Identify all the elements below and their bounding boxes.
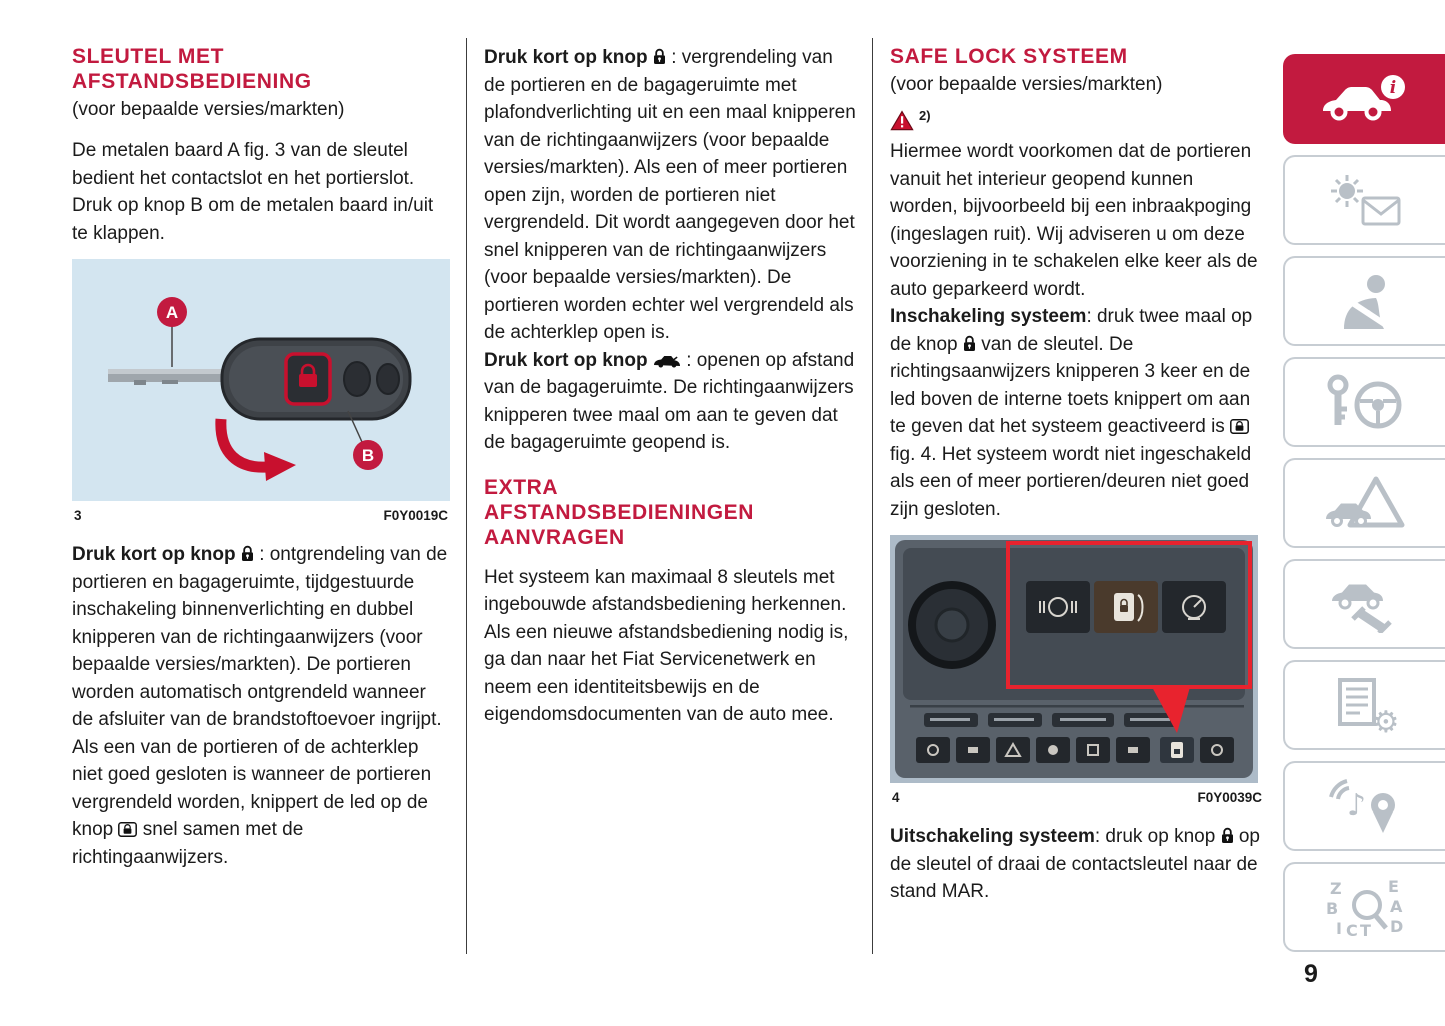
paragraph-disable-system [890, 823, 1264, 906]
lock-button-icon [963, 335, 976, 352]
svg-text:A: A [165, 303, 179, 322]
svg-text:Z: Z [1330, 879, 1342, 898]
svg-text:B: B [1326, 899, 1339, 918]
door-lock-led-button-icon [1230, 419, 1249, 434]
figure-number: 3 [74, 508, 82, 523]
tab-emergency[interactable] [1283, 458, 1445, 548]
paragraph-trunk [484, 347, 856, 457]
lock-button-icon [1221, 827, 1234, 844]
svg-text:⚙: ⚙ [1372, 705, 1400, 734]
paragraph-key-blade: De metalen baard A fig. 3 van de sleutel bedient het contactslot en het portierslot. Druk op knop B om de metalen baard in/uit te klappen. [72, 140, 434, 244]
car-info-icon [1321, 71, 1409, 127]
paragraph-lock [484, 44, 856, 347]
svg-text:i: i [1389, 78, 1397, 98]
console-knob [912, 585, 992, 665]
warning-note-marker [890, 110, 1264, 136]
console-button-row [1026, 581, 1226, 633]
svg-text:I: I [1336, 919, 1342, 937]
versions-note: (voor bepaalde versies/markten) [72, 99, 345, 120]
safe-lock-button-glyph [1171, 742, 1183, 758]
paragraph-text: op de sleutel of draai de contactsleutel naar de stand MAR. [890, 826, 1260, 902]
seatbelt-person-icon [1330, 273, 1400, 329]
column-left [72, 44, 450, 871]
section-heading-safe-lock: SAFE LOCK SYSTEEM [890, 45, 1128, 68]
bold-lead: Inschakeling systeem [890, 306, 1087, 327]
column-middle [484, 44, 856, 729]
figure-key-fob [72, 259, 450, 523]
svg-text:C: C [1346, 921, 1358, 937]
paragraph-safe-lock: Hiermee wordt voorkomen dat de portieren vanuit het interieur geopend kunnen worden, bijvoorbeeld bij een inbraakpoging (ingeslagen ruit). Wij adviseren u om deze voorziening in te schakelen elke keer als de auto geparkeerd wordt. [890, 141, 1258, 300]
figure-caption [890, 790, 1264, 805]
tab-alphabetical-index[interactable] [1283, 862, 1445, 952]
figure-caption [72, 508, 450, 523]
column-divider-right [872, 38, 873, 954]
column-divider-left [466, 38, 467, 954]
svg-text:♪: ♪ [1347, 788, 1367, 823]
bold-lead: Druk kort op knop [484, 349, 648, 371]
figure-code: F0Y0019C [383, 508, 448, 523]
sun-envelope-icon [1325, 172, 1405, 228]
unlock-button-icon [241, 545, 254, 562]
tab-car-introduction[interactable] [1283, 54, 1445, 144]
figure-console [890, 535, 1264, 805]
paragraph-unlock [72, 541, 450, 871]
svg-text:B: B [361, 446, 375, 465]
key-steering-wheel-icon [1324, 373, 1406, 431]
svg-text:A: A [1390, 897, 1403, 916]
tab-starting-driving[interactable] [1283, 357, 1445, 447]
figure-number: 4 [892, 790, 900, 805]
bold-lead: Druk kort op knop [484, 47, 648, 68]
paragraph-text: : ontgrendeling van de portieren en bagageruimte, tijdgestuurde inschakeling binnenverlichting en dubbel knipperen van de richtingaanwijzers (voor bepaalde versies/markten). De portieren worden automatisch ontgrendeld wanneer de afsluiter van de brandstoftoevoer ingrijpt. Als een van de portieren of de achterklep niet goed gesloten is wanneer de portieren vergrendeld worden, knippert de led op de knop [72, 544, 448, 840]
versions-note: (voor bepaalde versies/markten) [890, 74, 1163, 95]
tab-service-maintenance[interactable] [1283, 559, 1445, 649]
key-fob-body [222, 339, 410, 419]
paragraph-text: : druk op knop [1094, 826, 1216, 847]
paragraph-text: : druk twee maal op de knop [890, 306, 1253, 355]
page-number: 9 [1304, 960, 1318, 988]
bold-lead: Druk kort op knop [72, 544, 236, 565]
figure-code: F0Y0039C [1197, 790, 1262, 805]
tab-technical-data[interactable] [1283, 660, 1445, 750]
bold-lead: Uitschakeling systeem [890, 826, 1095, 847]
tab-multimedia[interactable] [1283, 761, 1445, 851]
paragraph-text: : vergrendeling van de portieren en de bagageruimte met plafondverlichting uit en een maal knipperen van de richtingaanwijzers (voor bepaalde versies/markten). Als een of meer portieren open zijn, worden de portieren niet vergrendeld. Dit wordt aangegeven door het snel knipperen van de richtingaanwijzers (voor bepaalde versies/markten). De portieren worden echter wel vergrendeld als de achterklep open is. [484, 47, 856, 343]
paragraph-text: snel samen met de richtingaanwijzers. [72, 819, 304, 868]
door-lock-led-button-icon [118, 822, 137, 837]
index-search-icon [1324, 877, 1406, 937]
paragraph-extra-remotes: Het systeem kan maximaal 8 sleutels met ingebouwde afstandsbediening herkennen. Als een nieuwe afstandsbediening nodig is, ga dan naar het Fiat Servicenetwerk en neem een identiteitsbewijs en de eigendomsdocumenten van de auto mee. [484, 566, 849, 725]
paragraph-enable-system [890, 303, 1264, 523]
column-right [890, 44, 1264, 906]
paragraph-text: : openen op afstand van de bagageruimte. De richtingaanwijzers knipperen twee maal om aan te geven dat de bagageruimte geopend is. [484, 349, 855, 453]
svg-text:T: T [1360, 921, 1371, 937]
tab-lights-messages[interactable] [1283, 155, 1445, 245]
multimedia-navigation-icon [1325, 777, 1405, 835]
svg-text:E: E [1388, 877, 1399, 896]
trunk-open-button-icon [653, 354, 681, 368]
car-service-icon [1324, 575, 1406, 633]
warning-triangle-icon [890, 110, 914, 131]
paragraph-text: van de sleutel. De richtingsaanwijzers knipperen 3 keer en de led boven de interne toets knippert om aan te geven dat het systeem geactiveerd is [890, 333, 1251, 437]
emergency-warning-icon [1324, 474, 1406, 532]
key-fob-illustration [72, 259, 450, 501]
tab-safety[interactable] [1283, 256, 1445, 346]
lock-button-icon [653, 48, 666, 65]
specs-document-gear-icon [1326, 676, 1404, 734]
section-heading-extra-remotes: EXTRA AFSTANDSBEDIENINGEN AANVRAGEN [484, 475, 755, 549]
paragraph-text: fig. 4. Het systeem wordt niet ingeschakeld als een of meer portieren/deuren niet goed zijn gesloten. [890, 443, 1252, 520]
console-photo-illustration [890, 535, 1258, 783]
section-heading-remote-key: SLEUTEL MET AFSTANDSBEDIENING [72, 45, 312, 93]
svg-text:D: D [1390, 917, 1404, 936]
footnote-reference: 2) [919, 108, 931, 123]
